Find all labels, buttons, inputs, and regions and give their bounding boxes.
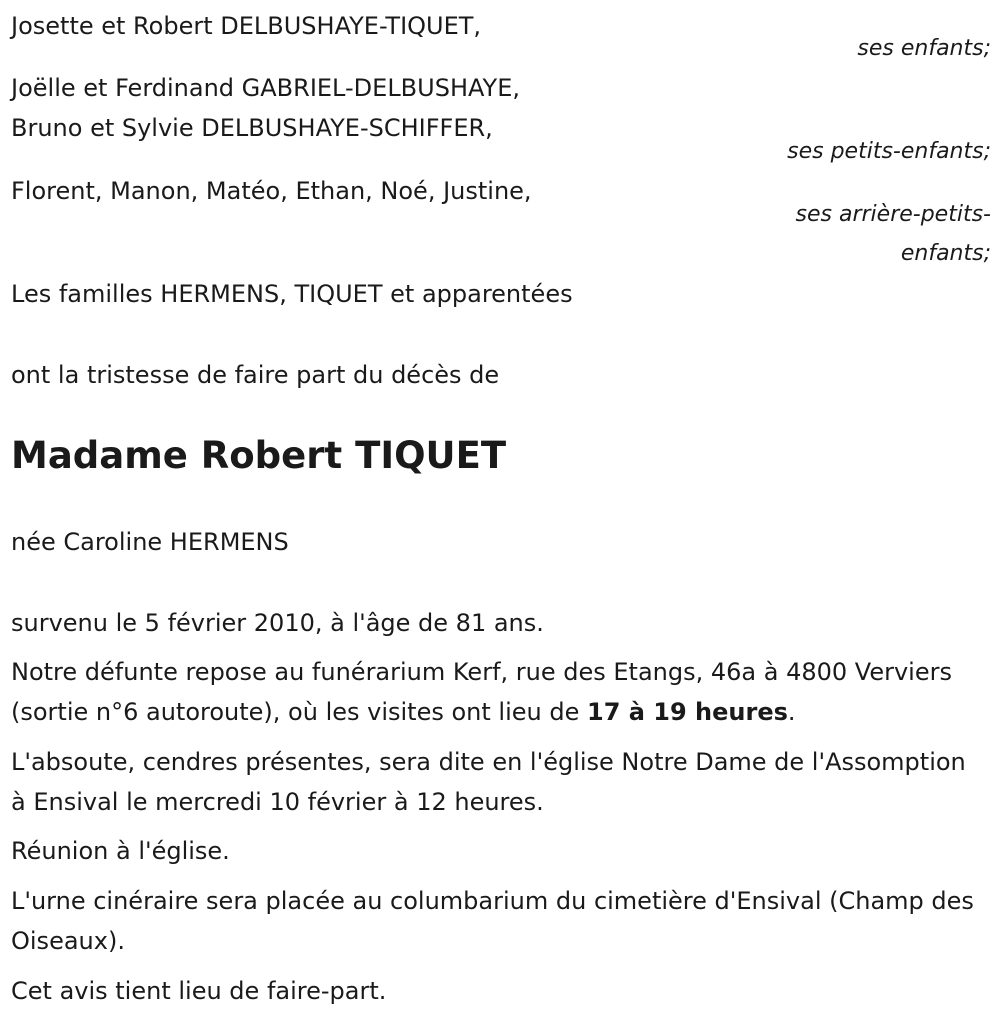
absolution-paragraph: L'absoute, cendres présentes, sera dite en l'église Notre Dame de l'Assomption à Ensival le mercredi 10 février à 12 heures. [11,748,966,816]
birth-name: née Caroline HERMENS [11,528,289,556]
deceased-name: Madame Robert TIQUET [11,434,507,477]
rest-end: . [787,698,796,726]
great-grandchildren-label-1: ses arrière-petits- [795,202,991,227]
grandchildren-names-2: Bruno et Sylvie DELBUSHAYE-SCHIFFER, [11,114,493,142]
great-grandchildren-names: Florent, Manon, Matéo, Ethan, Noé, Justine, [11,177,532,205]
announcement: ont la tristesse de faire part du décès de [11,361,500,389]
rest-paragraph [11,652,986,732]
notice-paragraph: Cet avis tient lieu de faire-part. [11,977,387,1005]
visit-hours: 17 à 19 heures [587,698,788,726]
children-label: ses enfants; [857,36,991,61]
grandchildren-label: ses petits-enfants; [787,139,991,164]
rest-text: Notre défunte repose au funérarium Kerf, rue des Etangs, 46a à 4800 Verviers (sortie n°6 autoroute), où les visites ont lieu de [11,658,952,726]
great-grandchildren-label-2: enfants; [900,241,991,266]
meeting-paragraph: Réunion à l'église. [11,837,230,865]
families-line: Les familles HERMENS, TIQUET et apparentées [11,280,573,308]
death-details: survenu le 5 février 2010, à l'âge de 81 ans. [11,609,544,637]
children-names: Josette et Robert DELBUSHAYE-TIQUET, [11,12,482,40]
urn-paragraph: L'urne cinéraire sera placée au columbarium du cimetière d'Ensival (Champ des Oiseaux). [11,887,974,955]
grandchildren-names-1: Joëlle et Ferdinand GABRIEL-DELBUSHAYE, [11,74,521,102]
